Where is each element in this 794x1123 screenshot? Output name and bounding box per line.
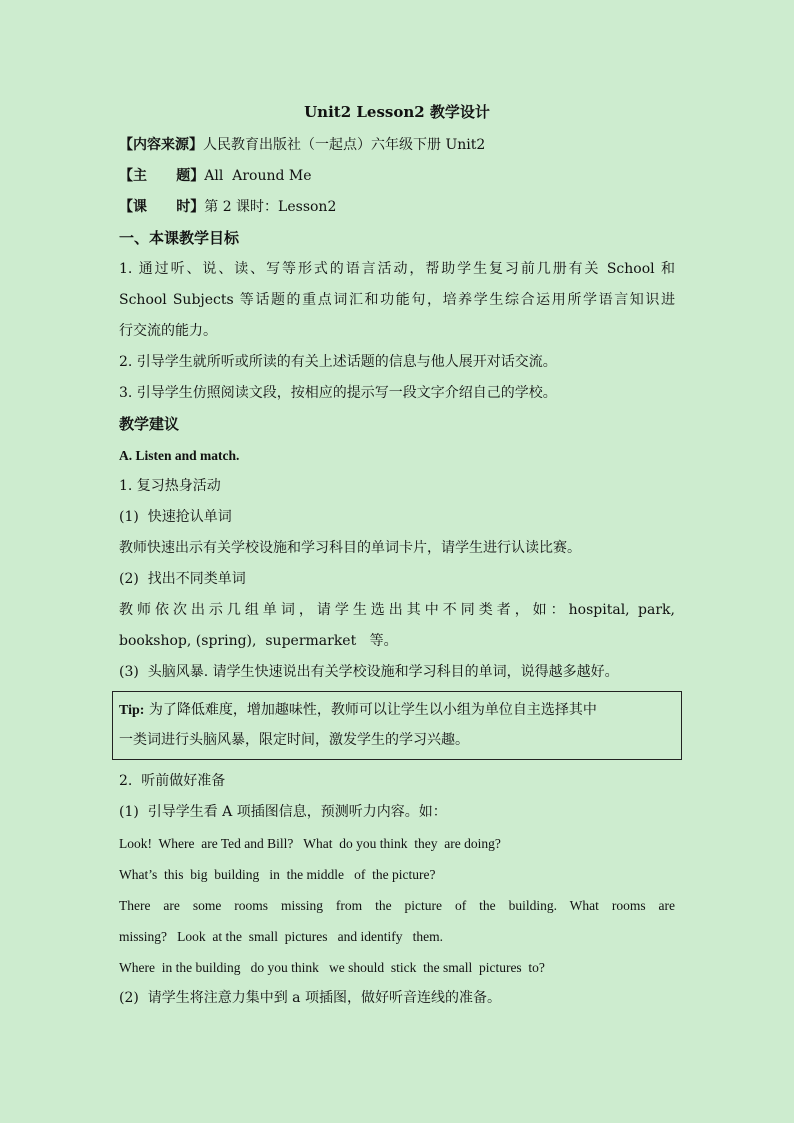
meta-source (119, 130, 675, 161)
sub-3: (3) 头脑风暴. 请学生快速说出有关学校设施和学习科目的单词，说得越多越好。 (119, 664, 619, 680)
sub-2-line-1: 教师依次出示几组单词，请学生选出其中不同类者，如：hospital, park, (119, 602, 675, 618)
question-1: Look! Where are Ted and Bill? What do you think they are doing? (119, 836, 501, 851)
meta-topic (119, 161, 675, 192)
sub-2-title: (2) 找出不同类单词 (119, 571, 246, 587)
meta-period (119, 192, 675, 223)
question-2: What’s this big building in the middle of the picture? (119, 867, 436, 882)
part-a-heading: A. Listen and match. (119, 448, 240, 463)
meta-topic-label: 【主 题】 (119, 168, 205, 184)
tip-line-2: 一类词进行头脑风暴，限定时间，激发学生的学习兴趣。 (119, 732, 469, 748)
tip-line-1 (119, 695, 675, 725)
document-title: Unit2 Lesson2 教学设计 (304, 103, 490, 121)
tip-text-1: 为了降低难度，增加趣味性，教师可以让学生以小组为单位自主选择其中 (144, 702, 597, 718)
question-3-line-1: There are some rooms missing from the picture of the building. What rooms are (119, 898, 675, 913)
question-3-line-2: missing? Look at the small pictures and identify them. (119, 929, 443, 944)
goal-1-line-2: School Subjects 等话题的重点词汇和功能句，培养学生综合运用所学语言知识进 (119, 292, 675, 308)
tip-label: Tip: (119, 703, 145, 718)
goal-3: 3. 引导学生仿照阅读文段，按相应的提示写一段文字介绍自己的学校。 (119, 385, 557, 401)
sub-step-2: (2) 请学生将注意力集中到 a 项插图，做好听音连线的准备。 (119, 990, 501, 1006)
sub-1-title: (1) 快速抢认单词 (119, 509, 232, 525)
meta-source-label: 【内容来源】 (119, 137, 203, 153)
sub-step-1: (1) 引导学生看 A 项插图信息，预测听力内容。如： (119, 804, 447, 820)
tip-box (112, 691, 682, 760)
meta-period-value: 第 2 课时：Lesson2 (204, 199, 337, 215)
section-goals-heading: 一、本课教学目标 (119, 229, 240, 247)
section-suggestions-heading: 教学建议 (119, 415, 180, 433)
goal-2: 2. 引导学生就所听或所读的有关上述话题的信息与他人展开对话交流。 (119, 354, 557, 370)
document-body (119, 98, 675, 1014)
meta-period-label: 【课 时】 (119, 199, 205, 215)
sub-1-text: 教师快速出示有关学校设施和学习科目的单词卡片，请学生进行认读比赛。 (119, 540, 581, 556)
goal-1-line-3: 行交流的能力。 (119, 323, 217, 339)
question-4: Where in the building do you think we should stick the small pictures to? (119, 960, 545, 975)
meta-topic-value: All Around Me (204, 168, 312, 184)
sub-2-line-2: bookshop, (spring), supermarket 等。 (119, 633, 398, 649)
goal-1-line-1: 1. 通过听、说、读、写等形式的语言活动，帮助学生复习前几册有关 School 和 (119, 261, 675, 277)
step-1: 1. 复习热身活动 (119, 478, 221, 494)
meta-source-value: 人民教育出版社（一起点）六年级下册 Unit2 (203, 137, 486, 153)
step-2: 2. 听前做好准备 (119, 773, 226, 789)
